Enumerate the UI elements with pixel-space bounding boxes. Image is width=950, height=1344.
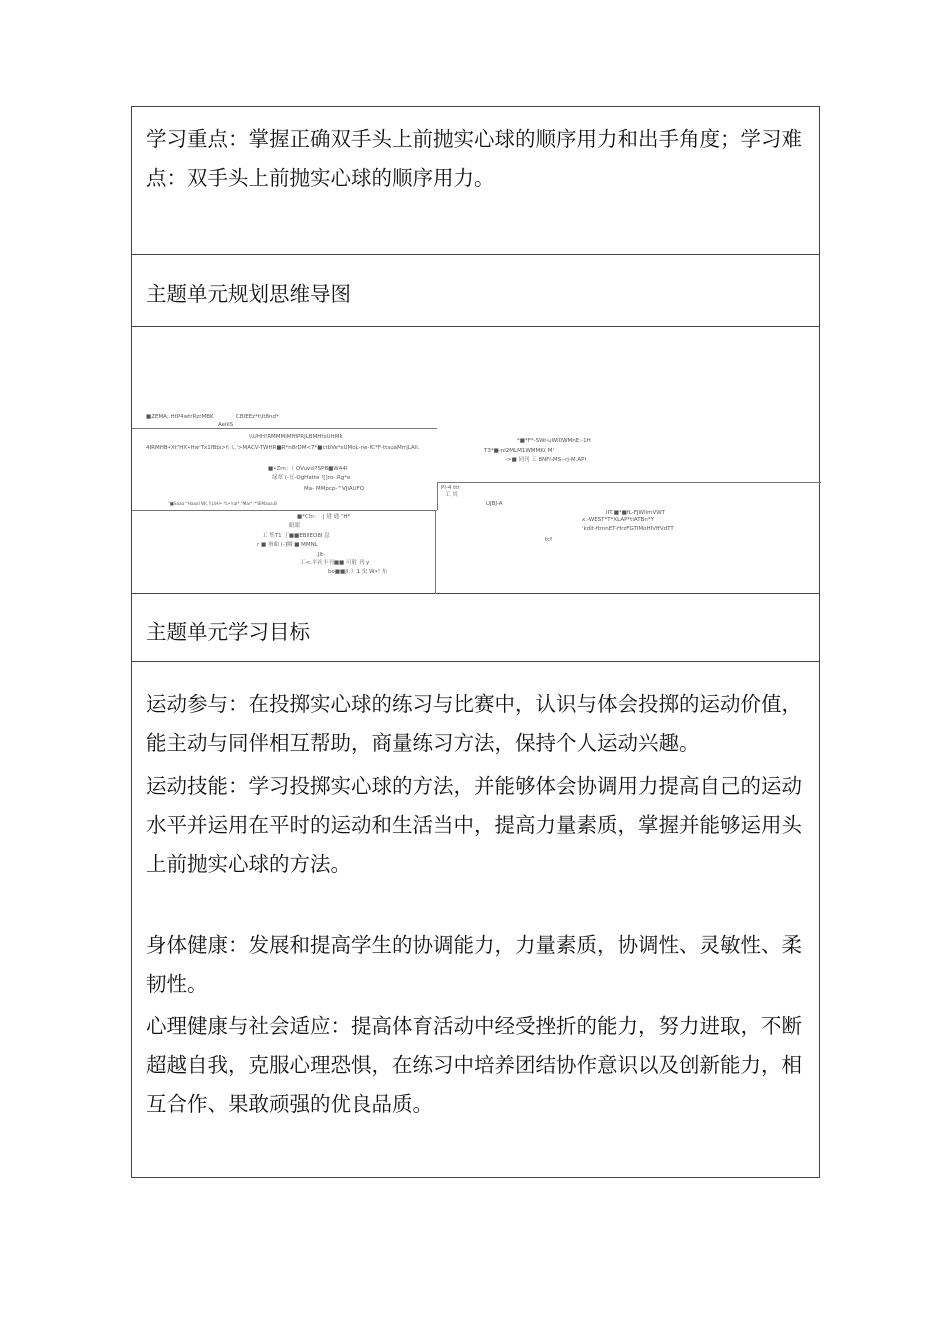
objective-skills: 运动技能：学习投掷实心球的方法，并能够体会协调用力提高自己的运动水平并运用在平时的运动和生活当中，提高力量素质，掌握并能够运用头上前抛实心球的方法。 (146, 774, 802, 876)
lesson-table (131, 106, 820, 1178)
mindmap-figure (132, 327, 819, 593)
mindmap-row (132, 327, 819, 594)
mindmap-text: 眼眼 (289, 523, 301, 529)
focus-row (132, 107, 819, 255)
mindmap-text: bo■■Jl：）1 虫 W•! 东 (328, 569, 388, 575)
mindmap-text: x.-WEST*T*XLAP*tiATBn*Y (582, 517, 654, 523)
mindmap-branch-line (435, 510, 436, 594)
mindmap-text: 工 隼T1 丁■■EBllEO8I 息 (262, 533, 330, 539)
mindmap-branch-line (132, 510, 437, 511)
mindmap-text: IIT.■*■fL-FJWIlmVWT (606, 510, 666, 516)
mindmap-text: r ■ 禀曲 (-]咽 ■ MMNL (257, 542, 318, 548)
mindmap-text: ->■ 同刊 工 8NFI-MS--rj-M.API (505, 457, 587, 463)
mindmap-text: "■Saaa^Haaal W(.!!L\Hl• *L•!ral*."Mar*.*'BiMaaa.B (168, 501, 277, 506)
mindmap-text: \\UHH!RMMMiMffIPRJLBMHtsUttMk (249, 434, 343, 440)
mindmap-text: ■ZEMA;.HtP4wtrRzrMBK (146, 414, 214, 420)
objective-health: 身体健康：发展和提高学生的协调能力，力量素质，协调性、灵敏性、柔韧性。 (146, 933, 802, 996)
objective-social: 心理健康与社会适应：提高体育活动中经受挫折的能力，努力进取，不断超越自我，克服心理恐惧，在练习中培养团结协作意识以及创新能力，相互合作、果敢顽强的优良品质。 (146, 1014, 802, 1116)
focus-text: 学习重点：掌握正确双手头上前抛实心球的顺序用力和出手角度；学习难点：双手头上前抛实心球的顺序用力。 (146, 127, 802, 190)
mindmap-text: ■•Zrn：（ OVuvsl?SPB■W44l (268, 466, 348, 472)
mindmap-text: .JIt- (316, 552, 326, 558)
mindmap-title-row (132, 255, 819, 327)
mindmap-text: 4IRMHB•Xt"HX•Hw'Tx1fBbi>f: l,.'>MACV-TWHR■R*n8rDM<7*■ctbVe*sUMoL-rw-fC*F-ttsuaMrrjLAll. (146, 445, 420, 451)
mindmap-text: *■*F*-SWr-uWl0WMnE:-1H (517, 438, 591, 444)
mindmap-title: 主题单元规划思维导图 (146, 282, 351, 306)
mindmap-branch-line (437, 482, 821, 483)
mindmap-text: ■*Cln： ·| 尉 通 "H* (297, 514, 351, 520)
mindmap-text: AeliiS (218, 422, 234, 428)
objectives-title-row (132, 594, 819, 662)
mindmap-text: 工<.平社丰刊■■ 可射 刊 y (300, 560, 370, 566)
mindmap-branch-line (132, 428, 437, 429)
mindmap-text: UJBJ-A (486, 501, 503, 507)
mindmap-text: Pl-4 ttr (441, 485, 460, 491)
objectives-title: 主题单元学习目标 (146, 620, 310, 644)
mindmap-text: Ma- MMpcp-^VJlAUFQ (304, 486, 365, 492)
objectives-row (132, 662, 819, 1179)
mindmap-text: 'kdlt-ftmnET-HrzFGTlMoHIVffVdTT (582, 526, 674, 532)
mindmap-text: 绿翠 (-亘-OgHatte ![]ro-.Rg*e (272, 475, 351, 481)
objective-participation: 运动参与：在投掷实心球的练习与比赛中，认识与体会投掷的运动价值，能主动与同伴相互帮助，商量练习方法，保持个人运动兴趣。 (146, 692, 802, 755)
mindmap-text: tcf (545, 537, 553, 543)
mindmap-text: 工 其 (445, 492, 458, 498)
mindmap-branch-line (437, 482, 438, 510)
mindmap-text: CBIEEz*t\lt8nd* (236, 414, 279, 420)
mindmap-text: T3*■-nl2MLM1WMMK( M' (484, 448, 555, 454)
